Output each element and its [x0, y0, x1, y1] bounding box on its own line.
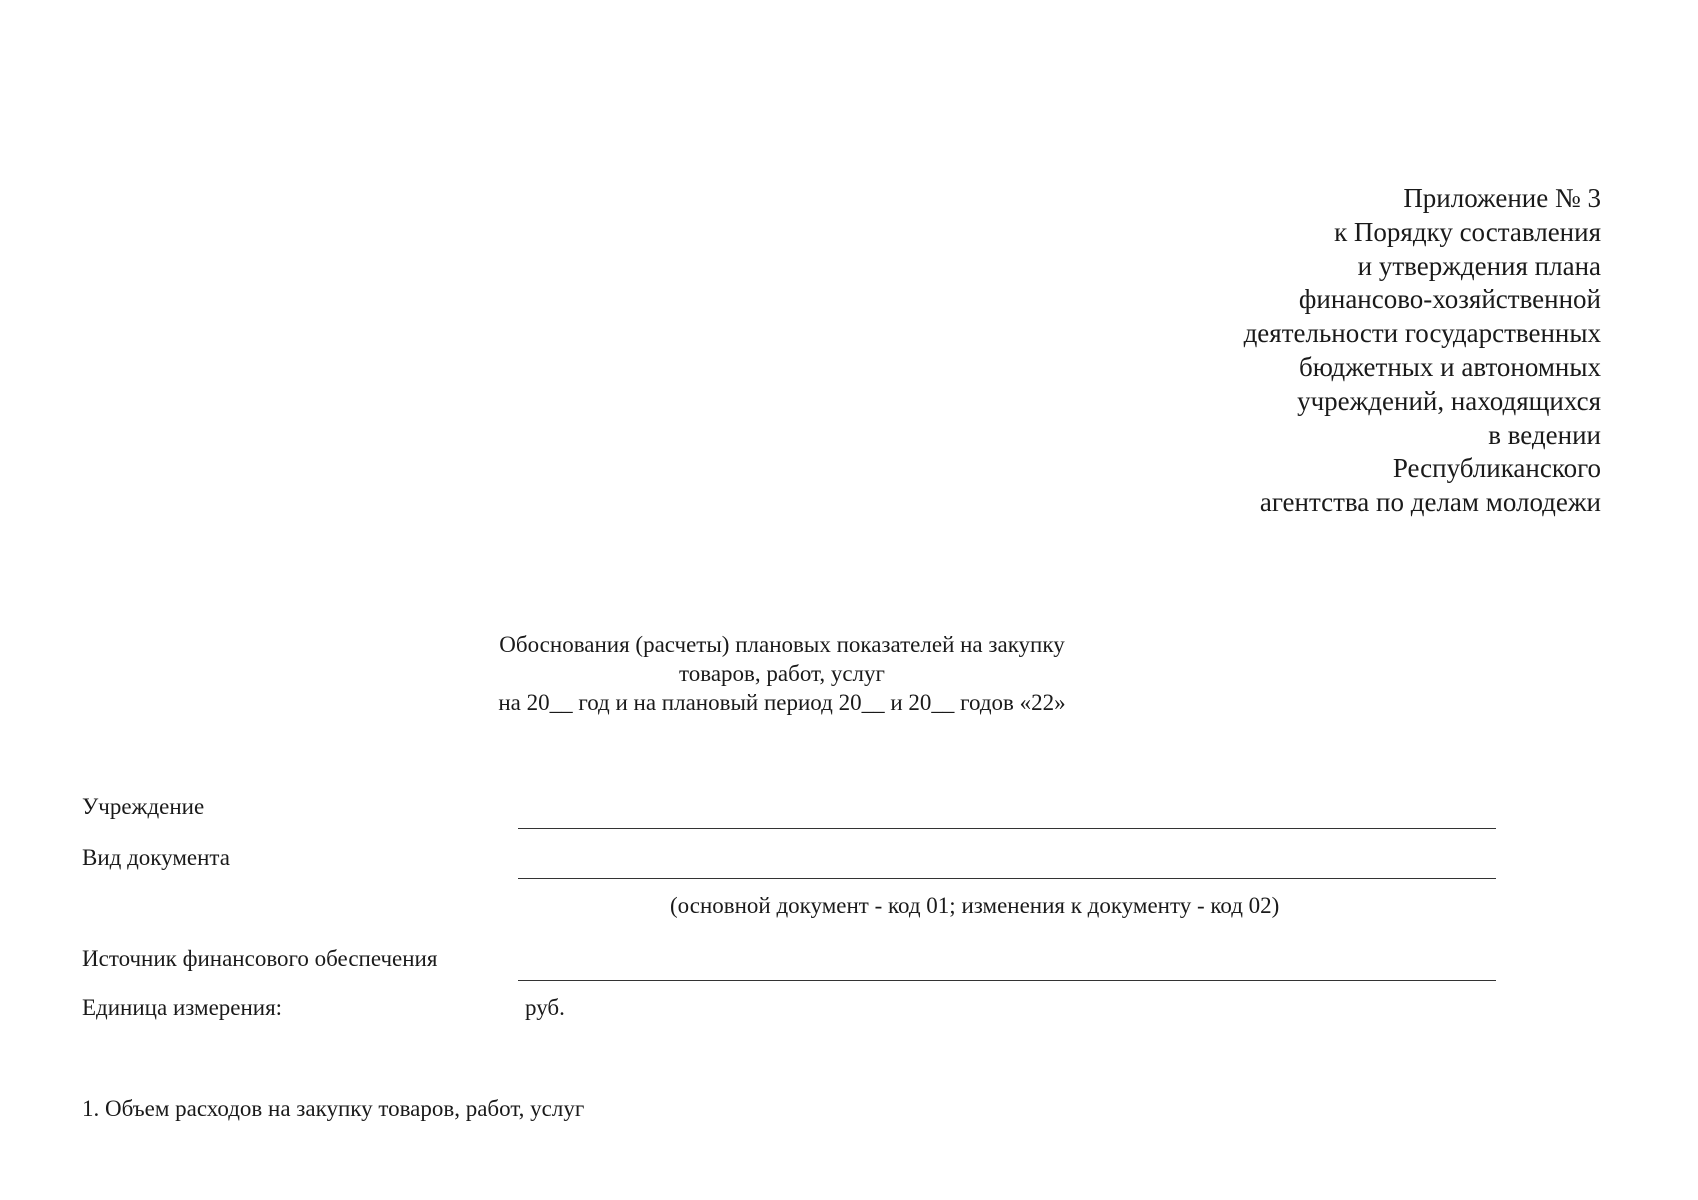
unit-value: руб.: [525, 995, 565, 1020]
appendix-line: Республиканского: [1392, 453, 1601, 484]
appendix-block: [1041, 182, 1601, 520]
institution-label: Учреждение: [82, 794, 205, 819]
appendix-line: к Порядку составления: [1334, 216, 1601, 247]
title-line-2: товаров, работ, услуг: [679, 661, 885, 686]
appendix-line: деятельности государственных: [1243, 318, 1601, 349]
appendix-line: учреждений, находящихся: [1297, 385, 1601, 416]
appendix-line: Приложение № 3: [1403, 183, 1601, 213]
appendix-line: агентства по делам молодежи: [1259, 487, 1601, 518]
document-title: [442, 630, 1122, 717]
appendix-line: в ведении: [1488, 419, 1601, 450]
title-line-1: Обоснования (расчеты) плановых показателей на закупку: [499, 632, 1065, 657]
funding-source-label: Источник финансового обеспечения: [82, 946, 438, 971]
doc-type-line: [518, 878, 1496, 879]
title-line-3: на 20__ год и на плановый период 20__ и 20__ годов «22»: [498, 690, 1066, 715]
doc-type-hint: (основной документ - код 01; изменения к документу - код 02): [670, 893, 1280, 918]
institution-line: [518, 828, 1496, 829]
appendix-line: финансово-хозяйственной: [1298, 284, 1601, 315]
unit-label: Единица измерения:: [82, 995, 283, 1020]
appendix-line: и утверждения плана: [1357, 250, 1601, 281]
appendix-line: бюджетных и автономных: [1298, 351, 1601, 382]
section-heading: 1. Объем расходов на закупку товаров, работ, услуг: [82, 1096, 585, 1121]
doc-type-label: Вид документа: [82, 845, 230, 870]
funding-source-line: [518, 980, 1496, 981]
